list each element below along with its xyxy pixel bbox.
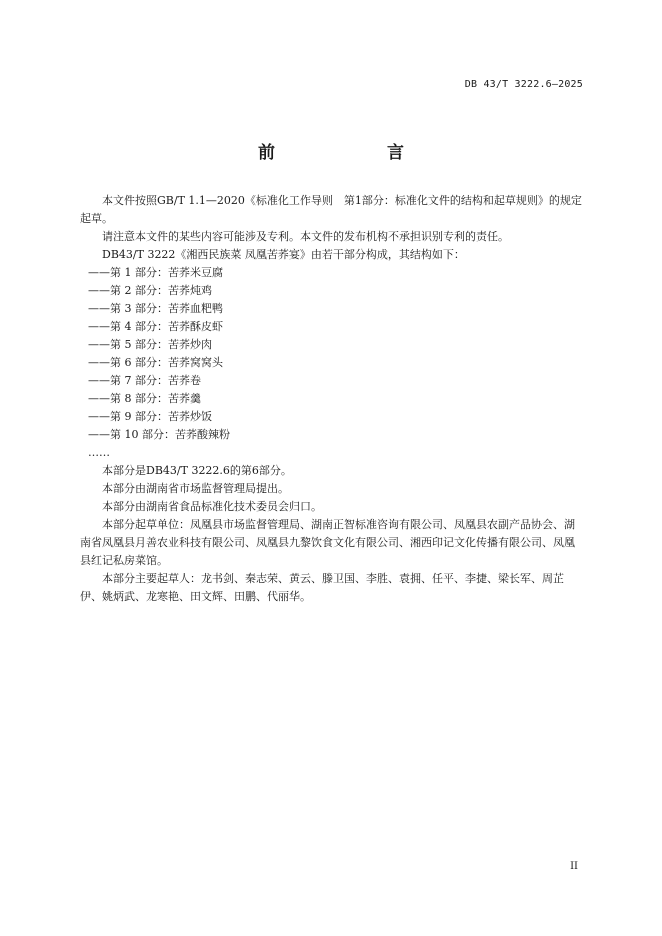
paragraph-patent-notice: 请注意本文件的某些内容可能涉及专利。本文件的发布机构不承担识别专利的责任。	[102, 230, 509, 243]
part-list-item: ——第 3 部分：苦荞血粑鸭	[88, 302, 223, 315]
part-list-item: ——第 9 部分：苦荞炒饭	[88, 410, 212, 423]
paragraph-proposed-by: 本部分由湖南省市场监督管理局提出。	[102, 482, 289, 495]
page-number: II	[570, 861, 578, 872]
part-list-ellipsis: ……	[88, 446, 110, 459]
part-list-item: ——第 2 部分：苦荞炖鸡	[88, 284, 212, 297]
part-list-item: ——第 4 部分：苦荞酥皮虾	[88, 320, 223, 333]
part-list-item: ——第 7 部分：苦荞卷	[88, 374, 201, 387]
part-list-item: ——第 5 部分：苦荞炒肉	[88, 338, 212, 351]
paragraph-drafting-rules: 本文件按照GB/T 1.1—2020《标准化工作导则 第1部分：标准化文件的结构和起草规则》的规定起草。	[80, 194, 582, 225]
part-list-item: ——第 8 部分：苦荞羹	[88, 392, 201, 405]
page-title: 前 言	[258, 143, 430, 163]
document-code: DB 43/T 3222.6—2025	[464, 79, 583, 90]
part-list-item: ——第 6 部分：苦荞窝窝头	[88, 356, 223, 369]
paragraph-drafting-units: 本部分起草单位：凤凰县市场监督管理局、湖南正智标准咨询有限公司、凤凰县农副产品协会、湖南省凤凰县月善农业科技有限公司、凤凰县九黎饮食文化有限公司、湘西印记文化传播有限公司、凤凰县红记私房菜馆。	[80, 518, 575, 567]
part-list-item: ——第 1 部分：苦荞米豆腐	[88, 266, 223, 279]
foreword-body	[80, 192, 582, 606]
paragraph-administered-by: 本部分由湖南省食品标准化技术委员会归口。	[102, 500, 322, 513]
paragraph-part-number: 本部分是DB43/T 3222.6的第6部分。	[102, 464, 292, 477]
paragraph-structure-intro: DB43/T 3222《湘西民族菜 凤凰苦荞宴》由若干部分构成，其结构如下：	[102, 248, 465, 261]
paragraph-drafters: 本部分主要起草人：龙书剑、秦志荣、黄云、滕卫国、李胜、袁拥、任平、李捷、梁长军、周芷伊、姚炳武、龙寒艳、田文辉、田鹏、代丽华。	[80, 572, 564, 603]
part-list-item: ——第 10 部分：苦荞酸辣粉	[88, 428, 230, 441]
